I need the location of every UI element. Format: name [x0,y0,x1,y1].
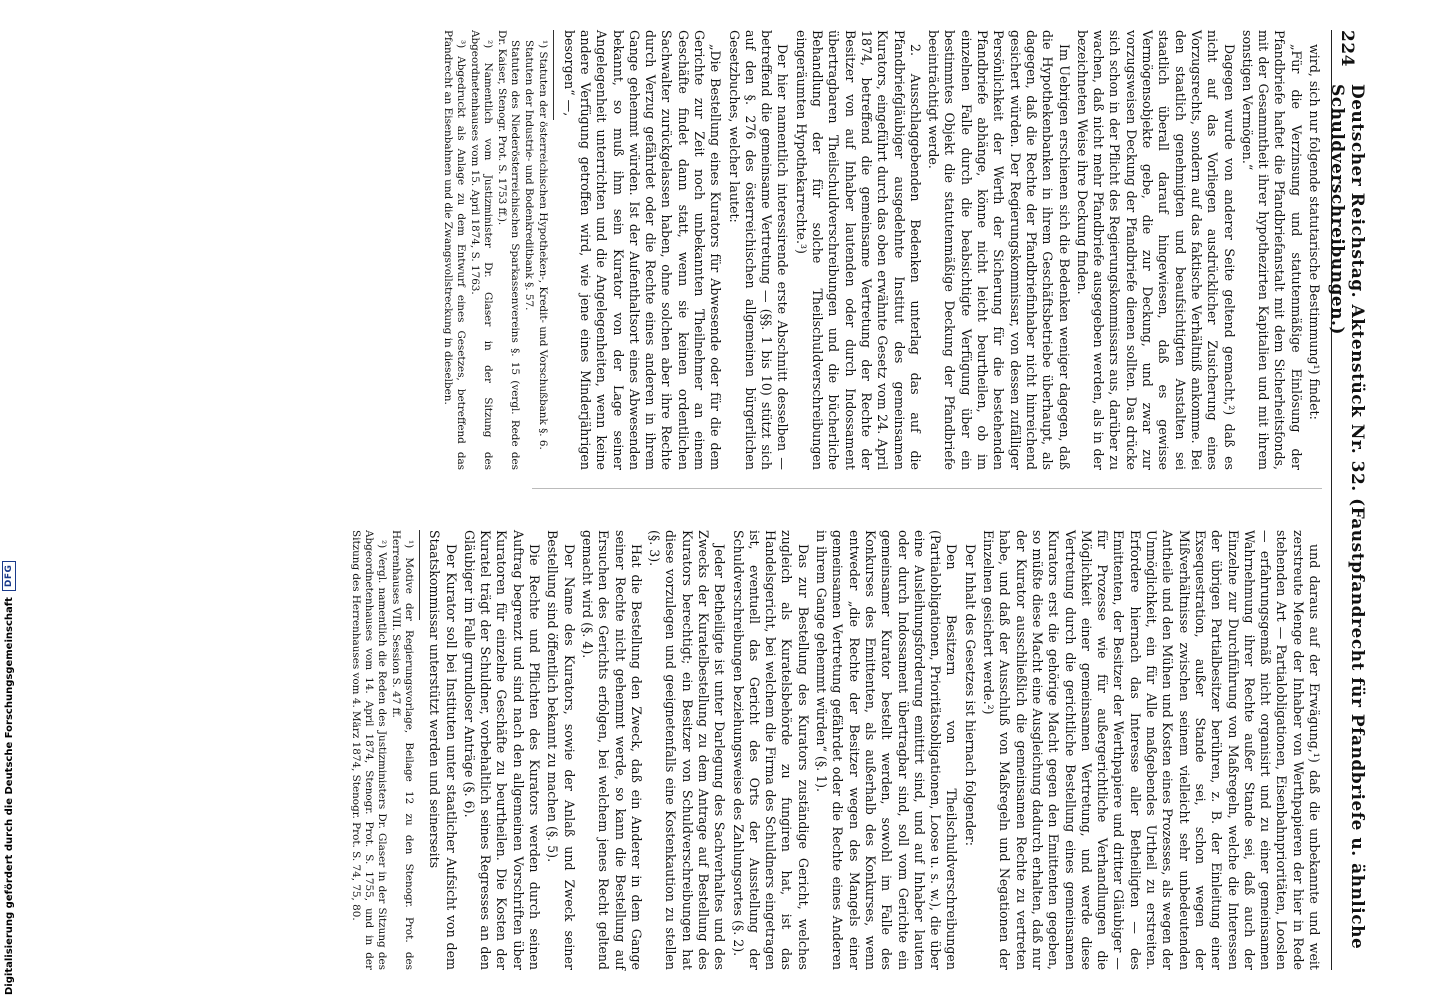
footnote-rule [419,530,420,620]
column-separator [532,488,1322,489]
footnote: ³) Abgedruckt als Anlage zu dem Entwurf eines Gesetzes, betreffend das Pfandrecht an Eisenbahnen und die Zwangsvollstreckung in dieselben. [442,30,468,470]
paragraph: „Die Bestellung eines Kurators für Abwesende oder für die dem Gerichte zur Zeit noch unbekannten Theilnehmer an einem Geschäfte findet dann statt, wenn sie keinen ordentlichen Sachwalter zurückgelassen haben, ohne solchen aber ihre Rechte durch Verzug gefährdet oder die Rechte eines anderen in ihrem Gange gehemmt würden. Ist der Aufenthaltsort eines Abwesenden bekannt, so muß ihm sein Kurator von der Lage seiner Angelegenheit unterrichten und die Angelegenheiten, wenn keine andere Verfügung getroffen wird, wie jene eines Minderjährigen besorgen“ —, [561,30,724,470]
paragraph: Der Inhalt des Gesetzes ist hiernach folgender: [962,544,978,847]
paragraph: Im Uebrigen erschienen sich die Bedenken weniger dagegen, daß die Hypothekenbanken in ihrem Geschäftsbetriebe überhaupt, als dagegen, daß die Rechte der Pfandbriefinhaber nicht hinreichend gesichert würden. Der Regierungskommissar, von dessen zufälliger Persönlichkeit der Werth der Sicherung für die bestehenden Pfandbriefe abhänge, könne nicht leicht beurtheilen, ob im einzelnen Falle durch die beabsichtigte Verfügung über ein bestimmtes Objekt die statutenmäßige Deckung der Pfandbriefe beeinträchtigt werde. [926,30,1072,470]
paragraph: und daraus auf der Erwägung,¹) daß die unbekannte und weit zerstreute Menge der Inhaber von Werthpapieren der hier in Rede stehenden Art — Partialobligationen, Eisenbahnprioritäten, Looslen — erfahrungsgemäß nicht organisirt und zu einer gemeinsamen Wahrnehmung ihrer Rechte außer Stande sei, daß auch der Einzelne zur Durchführung von Maßregeln, welche die Interessen der übrigen Partialbesitzer berühren, z. B. der Einleitung einer Exsequestration, außer Stande sei, schon wegen der Mißverhältnisse zwischen seinem vielleicht sehr unbedeutenden Antheile und den Mühen und Kosten eines Prozesses, als wegen der Unmöglichkeit, ein für Alle maßgebendes Urtheil zu erstreiten. Erfordere hiernach das Interesse aller Betheiligten — des Emittenten, der Besitzer der Werthpapiere und dritter Gläubiger — für Prozesse wie für außergerichtliche Verhandlungen die Möglichkeit einer gemeinsamen Vertretung, und werde diese Vertretung durch die gerichtliche Bestellung eines gemeinsamen Kurators erst die gehörige Macht gegen den Emittenten gegeben, so müßte diese Macht eine Ausgleichung dadurch erhalten, daß nur der Kurator ausschließlich die gemeinsamen Rechte zu vertreten habe, und daß der Ausschluß von Maßregeln und Negationen der Einzelnen gesichert werde.²) [981,530,1322,970]
paragraph: Den Besitzern von Theilschuldverschreibungen (Partialobligationen, Prioritätsobligationen, Loose u. s. w.), die über eine Ausleihungsforderung emittirt sind, und auf Inhaber lauten oder durch Indossament übertragbar sind, soll vom Gerichte ein gemeinsamer Kurator bestellt werden, sowohl im Falle des Konkurses des Emittenten, als außerhalb des Konkurses, wenn entweder „die Rechte der Besitzer wegen des Mangels einer gemeinsamen Vertretung gefährdet oder die Rechte eines Anderen in ihrem Gange gehemmt würden“ (§. 1). [814,530,960,970]
paragraph: wird, sich nur folgende statutarische Bestimmung¹) findet: [1307,44,1322,420]
footnote-rule [553,30,554,120]
footnote: ¹) Statuten der österreichischen Hypotheken-, Kredit- und Vorschußbank §. 6. [537,40,550,450]
left-column-footnotes [441,30,549,470]
page-number: 224 [1337,30,1357,67]
footnote: ¹) Motive der Regierungsvorlage, Beilage 12 zu den Stenogr. Prot. des Herrenhauses VIII. Session S. 47 ff. [389,530,415,970]
paragraph: Dagegen wurde von anderer Seite geltend gemacht,²) daß es nicht auf das Vorliegen ausdrücklicher Zusicherung eines Vorzugsrechts, sondern auf das faktische Verhältniß ankomme. Bei den staatlich genehmigten und beaufsichtigten Anstalten sei staatlich überall darauf hingewiesen, daß es gewisse Vermögensobjekte gebe, die zur Deckung, und zwar zur vorzugsweisen Deckung der Pfandbriefe dienen sollten. Das drücke sich schon in der Pflicht des Regierungskommissars aus, darüber zu wachen, daß nicht mehr Pfandbriefe ausgegeben werden, als in der bezeichneten Weise ihre Deckung finden. [1074,30,1237,470]
paragraph: Das zur Bestellung des Kurators zuständige Gericht, welches zugleich als Kuratelsbehörde zu fungiren hat, ist das Handelsgericht, bei welchem die Firma des Schuldners eingetragen ist, eventuell das Gericht des Orts der Ausstellung der Schuldverschreibungen beziehungsweise des Zahlungsortes (§. 2). [730,530,811,970]
footnote: ²) Namentlich vom Justizminister Dr. Glaser in der Sitzung des Abgeordnetenhauses vom 15. April 1874, S. 1763. [469,30,495,470]
paragraph: Der Name des Kurators, sowie der Anlaß und Zweck seiner Bestellung sind öffentlich bekannt zu machen (§. 5). [545,530,577,970]
paragraph: 2. Ausschlaggebenden Bedenken unterlag das auf die Pfandbriefgläubiger ausgedehnte Institut des gemeinsamen Kurators, eingeführt durch das oben erwähnte Gesetz vom 24. April 1874, betreffend die gemeinsame Vertretung der Rechte der Besitzer von auf Inhaber lautenden oder durch Indossament übertragbaren Theilschuldverschreibungen und die bücherliche Behandlung der für solche Theilschuldverschreibungen eingeräumten Hypothekarrechte.³) [793,30,923,470]
digitization-credit [0,0,18,1000]
right-column-footnotes [349,530,415,970]
footnote: Statuten des Niederösterreichischen Sparkassenvereins §. 15 (vergl. Rede des Dr. Kaiser, Stenogr. Prot. S. 1753 ff.). [496,30,522,470]
rotated-document-page [2,10,1367,990]
paragraph: Hat die Bestellung den Zweck, daß ein Anderer in dem Gange seiner Rechte nicht gehemmt werde, so kann die Bestellung auf Ersuchen des Gerichts erfolgen, bei welchem jenes Recht geltend gemacht wird (§. 4). [579,530,644,970]
right-column-text [426,530,1322,970]
page-header [1327,30,1367,970]
left-column [440,30,1322,470]
paragraph: Die Rechte und Pflichten des Kurators werden durch seinen Auftrag begrenzt und sind nach den allgemeinen Vorschriften über Kuratoren für einzelne Geschäfte zu beurtheilen. Die Kosten der Kuratel trägt der Schuldner, vorbehaltlich seines Regresses an den Gläubiger im Falle grundloser Anträge (§. 6). [461,530,543,970]
paragraph: Jeder Betheiligte ist unter Darlegung des Sachverhaltes und des Zwecks der Kuratelbestellung zu dem Antrage auf Bestellung des Kurators berechtigt; ein Besitzer von Schuldverschreibungen hat diese vorzulegen und geeignetenfalls eine Kostenkaution zu stellen (§. 3). [647,530,728,970]
footnote: ²) Vergl. namentlich die Reden des Justizministers Dr. Glaser in der Sitzung des Abgeordnetenhauses vom 14. April 1874, Stenogr. Prot. S. 1755, und in der Sitzung des Herrenhauses vom 4. März 1874, Stenogr. Prot. S. 74, 75, 80. [349,530,388,970]
footnote: Statuten der Industrie- und Bodenkreditbank §. 57. [523,40,536,311]
paragraph: Der Kurator soll bei Instituten unter staatlicher Aufsicht von dem Staatskommissar unterstützt werden und seinerseits [427,530,459,970]
left-column-text [560,30,1322,470]
paragraph: „Für die Verzinsung und statutenmäßige Einlösung der Pfandbriefe haftet die Pfandbriefanstalt mit dem Sicherheitsfonds, mit der Gesammtheit ihrer hypothezirten Kapitalien und mit ihrem sonstigen Vermögen.“ [1239,30,1304,470]
credit-text: Digitalisierung gefördert durch die Deutsche Forschungsgemeinschaft [3,597,15,995]
right-column [348,530,1322,970]
dfg-logo: DFG [2,561,16,592]
page-title: Deutscher Reichstag. Aktenstück Nr. 32. (Faustpfandrecht für Pfandbriefe u. ähnliche Schuldverschreibungen.) [1327,84,1367,950]
paragraph: Der hier namentlich interessirende erste Abschnitt desselben — betreffend die gemeinsame Vertretung — (§§. 1 bis 10) stützt sich auf den §. 276 des österreichischen allgemeinen bürgerlichen Gesetzbuches, welcher lautet: [726,30,791,470]
